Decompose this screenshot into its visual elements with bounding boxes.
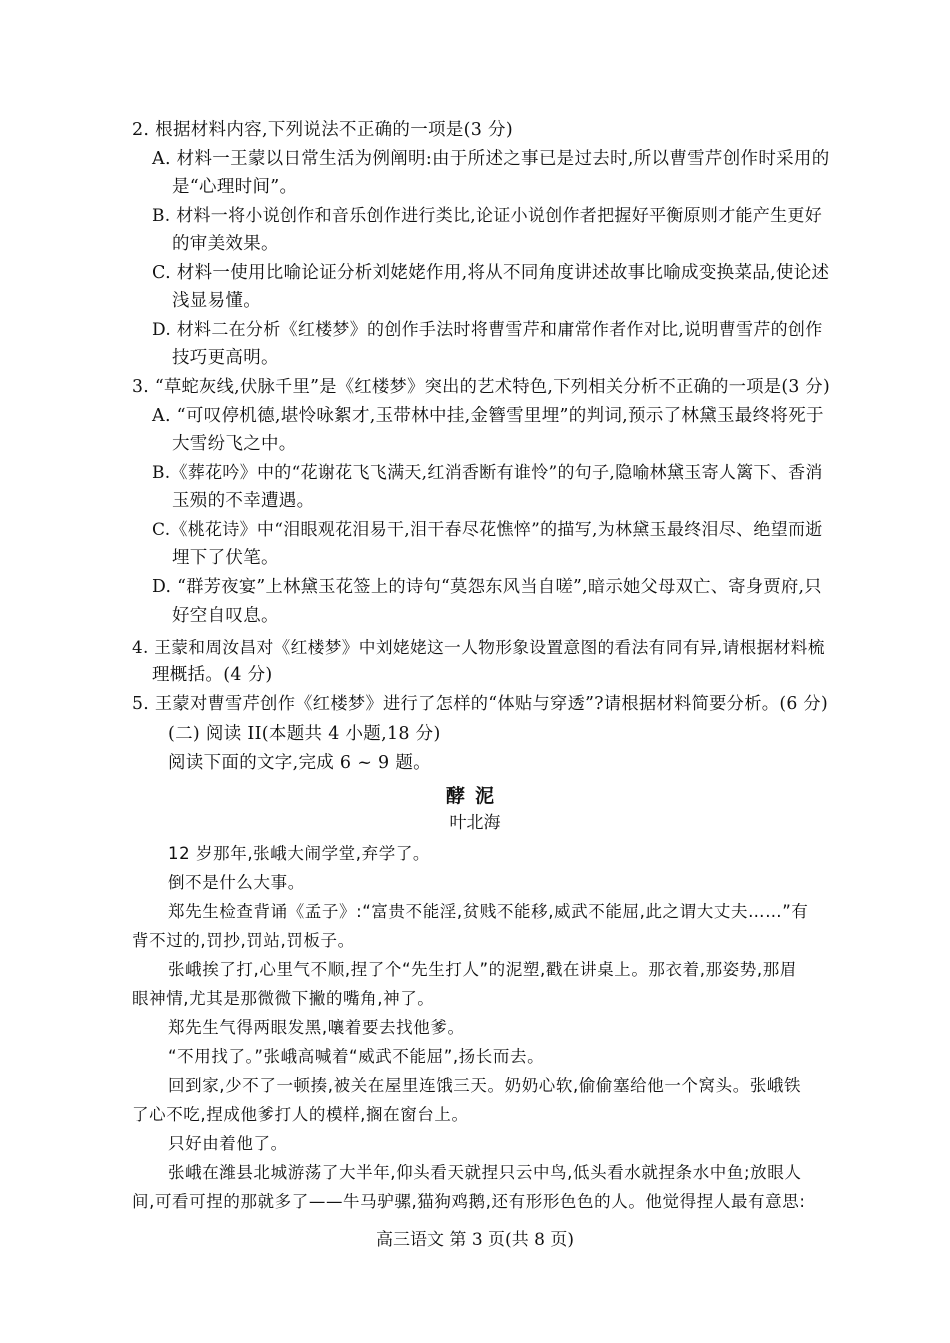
page-footer: 高三语文 第 3 页(共 8 页)	[376, 1230, 574, 1250]
question-2-option-b: B. 材料一将小说创作和音乐创作进行类比,论证小说创作者把握好平衡原则才能产生更好	[152, 206, 823, 226]
story-title: 酵泥	[445, 785, 504, 807]
story-paragraph: 12 岁那年,张峨大闹学堂,弃学了。	[168, 844, 431, 863]
story-paragraph: 回到家,少不了一顿揍,被关在屋里连饿三天。奶奶心软,偷偷塞给他一个窝头。张峨铁	[168, 1076, 802, 1095]
story-paragraph: 张峨在潍县北城游荡了大半年,仰头看天就捏只云中鸟,低头看水就捏条水中鱼;放眼人	[168, 1163, 802, 1182]
question-3-option-d-cont: 好空自叹息。	[172, 606, 279, 626]
question-3-option-a-cont: 大雪纷飞之中。	[172, 434, 297, 454]
question-2-option-a: A. 材料一王蒙以日常生活为例阐明:由于所述之事已是过去时,所以曹雪芹创作时采用的	[152, 149, 830, 169]
question-2-option-b-cont: 的审美效果。	[172, 234, 279, 254]
story-paragraph: 只好由着他了。	[168, 1134, 288, 1153]
story-paragraph: 郑先生检查背诵《孟子》:“富贵不能淫,贫贱不能移,威武不能屈,此之谓大丈夫……”有	[168, 902, 809, 921]
question-3-option-c: C.《桃花诗》中“泪眼观花泪易干,泪干春尽花憔悴”的描写,为林黛玉最终泪尽、绝望而逝	[152, 520, 823, 540]
story-paragraph-cont: 背不过的,罚抄,罚站,罚板子。	[132, 931, 355, 950]
question-2-stem: 2. 根据材料内容,下列说法不正确的一项是(3 分)	[132, 120, 513, 140]
question-3-option-d: D. “群芳夜宴”上林黛玉花签上的诗句“莫怨东风当自嗟”,暗示她父母双亡、寄身贾府,只	[152, 577, 822, 597]
story-paragraph: “不用找了。”张峨高喊着“威武不能屈”,扬长而去。	[168, 1047, 545, 1066]
question-2-option-d: D. 材料二在分析《红楼梦》的创作手法时将曹雪芹和庸常作者作对比,说明曹雪芹的创作	[152, 320, 823, 340]
story-paragraph: 张峨挨了打,心里气不顺,捏了个“先生打人”的泥塑,戳在讲桌上。那衣着,那姿势,那眉	[168, 960, 797, 979]
section-heading: (二) 阅读 II(本题共 4 小题,18 分)	[168, 724, 441, 744]
question-5: 5. 王蒙对曹雪芹创作《红楼梦》进行了怎样的“体贴与穿透”?请根据材料简要分析。(6 分)	[132, 694, 828, 714]
question-4: 4. 王蒙和周汝昌对《红楼梦》中刘姥姥这一人物形象设置意图的看法有同有异,请根据材料梳	[132, 637, 825, 657]
story-paragraph-cont: 间,可看可捏的那就多了——牛马驴骡,猫狗鸡鹅,还有形形色色的人。他觉得捏人最有意思:	[132, 1192, 806, 1211]
question-2-option-a-cont: 是“心理时间”。	[172, 177, 298, 197]
story-paragraph-cont: 了心不吃,捏成他爹打人的模样,搁在窗台上。	[132, 1105, 469, 1124]
question-2-option-d-cont: 技巧更高明。	[172, 348, 279, 368]
question-4-cont: 理概括。(4 分)	[152, 665, 273, 685]
section-instruction: 阅读下面的文字,完成 6 ~ 9 题。	[168, 753, 431, 773]
story-paragraph-cont: 眼神情,尤其是那微微下撇的嘴角,神了。	[132, 989, 435, 1008]
story-paragraph: 郑先生气得两眼发黑,嚷着要去找他爹。	[168, 1018, 465, 1037]
story-author: 叶北海	[449, 813, 501, 833]
question-3-stem: 3. “草蛇灰线,伏脉千里”是《红楼梦》突出的艺术特色,下列相关分析不正确的一项是(3 分)	[132, 377, 831, 397]
question-2-option-c-cont: 浅显易懂。	[172, 291, 261, 311]
question-3-option-b: B.《葬花吟》中的“花谢花飞飞满天,红消香断有谁怜”的句子,隐喻林黛玉寄人篱下、香消	[152, 463, 823, 483]
story-paragraph: 倒不是什么大事。	[168, 873, 305, 892]
question-3-option-b-cont: 玉殒的不幸遭遇。	[172, 491, 315, 511]
question-3-option-c-cont: 埋下了伏笔。	[172, 548, 279, 568]
question-3-option-a: A. “可叹停机德,堪怜咏絮才,玉带林中挂,金簪雪里埋”的判词,预示了林黛玉最终将死于	[152, 406, 824, 426]
question-2-option-c: C. 材料一使用比喻论证分析刘姥姥作用,将从不同角度讲述故事比喻成变换菜品,使论述	[152, 263, 830, 283]
